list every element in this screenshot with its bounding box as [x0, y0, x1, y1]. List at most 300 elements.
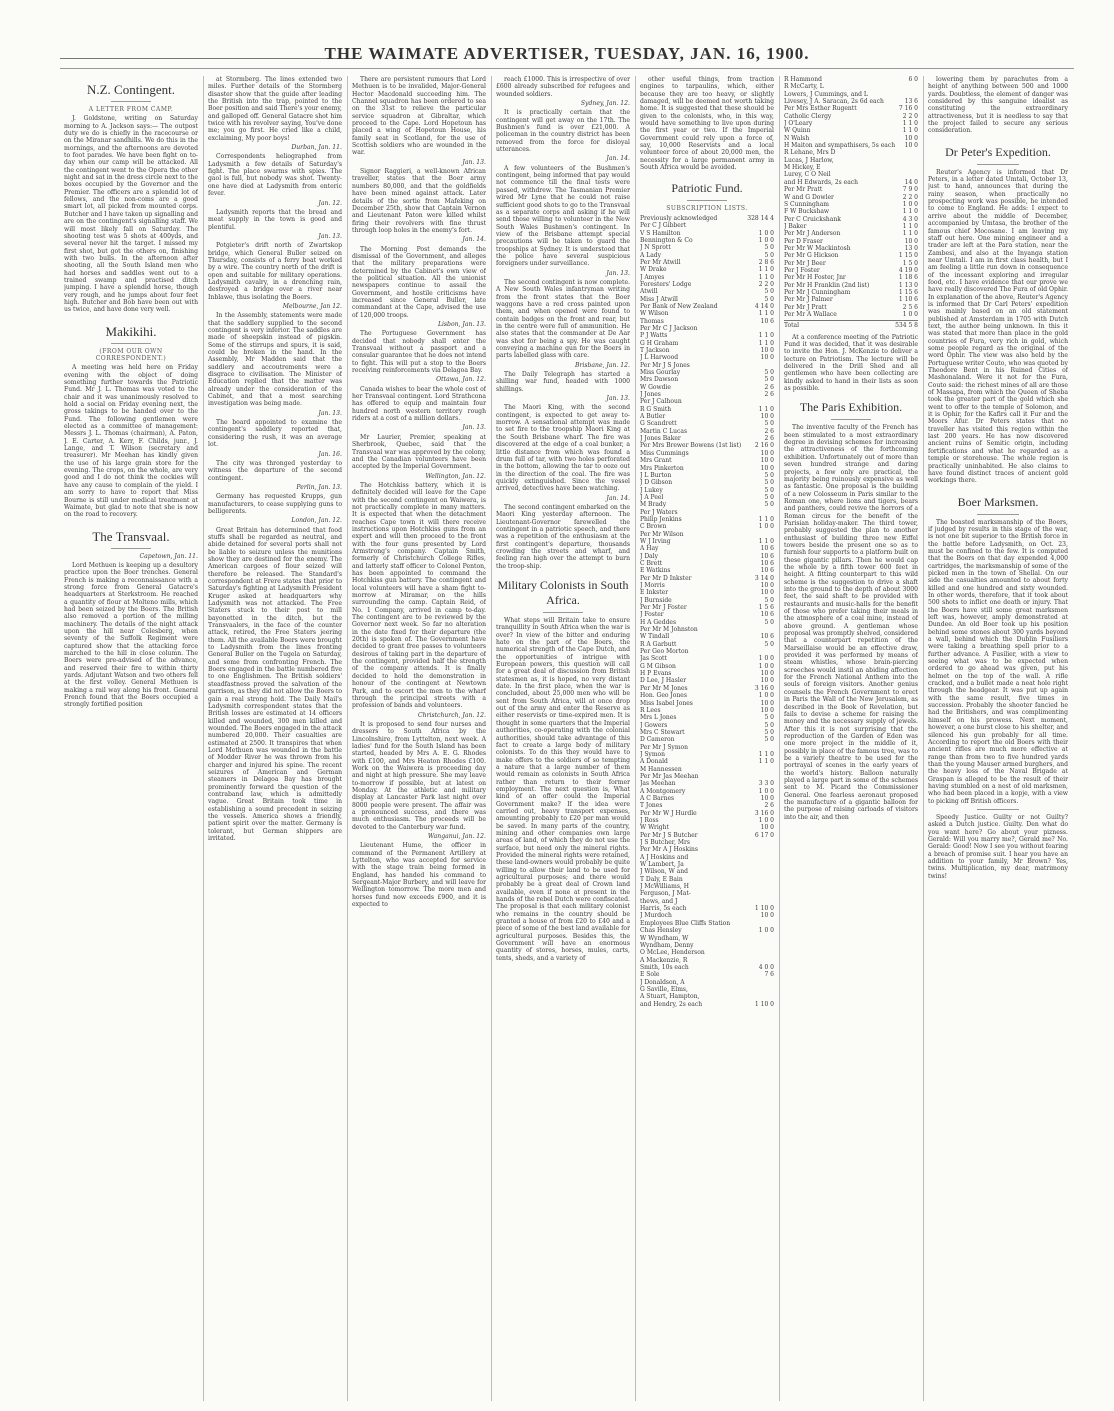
list-item: [640, 979, 774, 986]
subscriber-name: Per Mr W Mackintosh: [784, 244, 851, 252]
subscriber-name: Per Mr Wilson: [640, 530, 684, 538]
subscription-amount: 5 0: [764, 251, 774, 259]
list-item: [784, 83, 918, 90]
subscription-amount: 10 0: [904, 142, 918, 150]
subscriber-name: Per D Fraser: [784, 237, 823, 245]
subscription-amount: 2 8 6: [758, 258, 774, 266]
list-item: [640, 846, 774, 853]
subscription-amount: 1 13 0: [898, 281, 918, 289]
list-item: [784, 105, 918, 112]
heading-paris-exhibition: The Paris Exhibition.: [799, 400, 903, 415]
article-body: other useful things, from traction engines to tarpaulins, which, either because they are too heavy, or slightly damaged, will be deemed not worth taking home. It is suggested that these should be given to the colonists, who, in this way, would have something to live upon during the first year or two. If the Imperial Government could rely upon a force of, say, 10,000 Reservists and a local volunteer force of about 20,000 men, the necessity for a large permanent army in South Africa would be avoided.: [640, 76, 774, 172]
article-body: At a conference meeting of the Patriotic Fund it was decided, that it was desirable to invite the Hon. J. McKenzie to deliver a lecture on Patriotism. The lecture will be delivered in the Drill Shed and all gentlemen who have been collecting are kindly asked to hand in their lists as soon as possible.: [784, 333, 918, 393]
list-item: [640, 589, 774, 596]
article-body: Ladysmith reports that the bread and meat supply in the town is good and plentiful.: [208, 208, 342, 231]
list-item: [640, 597, 774, 604]
subscriber-name: Per Mr M Johnston: [640, 626, 698, 634]
subscription-amount: 2 6: [764, 802, 774, 810]
list-item: [640, 274, 774, 281]
subscription-amount: 10 0: [760, 347, 774, 354]
list-item: [784, 91, 918, 98]
list-item: [640, 890, 774, 897]
subscription-amount: 6 17 0: [754, 831, 774, 839]
subscription-amount: 10 0: [760, 912, 774, 920]
dateline: Jan. 13.: [318, 232, 342, 240]
subscription-amount: 13 6: [904, 98, 918, 106]
article-body: Great Britain has determined that food stuffs shall be regarded as neutral, and abide detained for several ports shall not be liable to seizure unless the munitions show they are destined for the enemy. The American cargoes of flour seized will therefore be released. The Standard's correspondent at Frere states that prior to Saturday's fighting at Ladysmith President Kruger asked at headquarters why Ladysmith was not attacked. The Free Staters stuck to their post to mill bayonetted in the ditch, but the Transvaalers, in the face of the counter attack, retired, the Free Staters jeering them. All the available Boers were brought to Ladysmith from the lines fronting General Buller on the Tugela on Saturday, and some from confronting French. The Boers engaged in the battle numbered five to one Englishmen. The British soldiers' steadfastness proved the salvation of the garrison, as they did not allow the Boers to gain a real strong hold. The Daily Mail's Ladysmith correspondent states that the British losses are estimated at 14 officers killed and wounded, 300 men killed and wounded. The Boers engaged in the attack numbered 20,000. Their casualties are estimated at 2500. It transpires that when Lord Methuen was wounded in the battle of Modder River he was thrown from his charger and injured his spine. The recent seizures of American and German steamers in Delagoa Bay has brought prominently forward the question of the contraband law, which is admittedly vague. Great Britain took time in establishing a sound precedent in seizing the vessels. America shows a friendly, patient spirit over the matter. Germany is tolerant, but German shippers are irritated.: [208, 526, 342, 843]
article-body: at Stormberg. The lines extended two miles. Further details of the Stormberg disaster show that the guide after leading the British into the trap, pointed to the Boer position and said There's your enemy, and galloped off. General Gatacre shot him twice with his revolver saying, You've done me; you go first. He cried like a child, exclaiming, My poor boys!: [208, 76, 342, 142]
list-item: [640, 927, 774, 934]
subscription-amount: 1 1 0: [758, 750, 774, 758]
subscription-amount: 1 10 0: [754, 1000, 774, 1008]
subscriber-name: A J Hoskins and: [640, 853, 689, 861]
list-item: [640, 560, 774, 567]
subscription-entries: [640, 222, 774, 1008]
subscriber-name: Per Bank of New Zealand: [640, 302, 718, 310]
subscription-amount: 10 6: [760, 567, 774, 575]
subscriber-name: A Butler: [640, 413, 666, 421]
subscriber-name: Livesey, J A. Saracan, 2s 6d each: [784, 98, 884, 106]
separator: [111, 101, 151, 102]
subscription-amount: 1 15 0: [898, 252, 918, 260]
list-item: [640, 663, 774, 670]
subscriber-name: E Watkins: [640, 567, 671, 575]
list-item: [640, 252, 774, 259]
subscriber-name: G M Gibson: [640, 662, 676, 670]
list-item: [640, 677, 774, 684]
list-item: [784, 208, 918, 215]
subscriber-name: H Maiton and sympathisers, 5s each: [784, 142, 896, 150]
article-body: What steps will Britain take to ensure tranquillity in South Africa when the war is over? In view of the bitter and enduring hate on the part of the Boers, the numerical strength of the Cape Dutch, and the opportunities of intrigue with European powers, this question will call for a great deal of discussion from British statesmen as, it is hoped, no very distant date. In the first place, when the war is concluded, about 25,000 men who will be sent from South Africa, will at once drop out of the army and enter the Reserve as either reservists or time-expired men. It is thought in some quarters that the Imperial authorities, co-operating with the colonial authorities, should take advantage of this fact to create a large body of military colonists. To do this they would have to make offers to the soldiers of so tempting a nature that a large number of them would remain as colonists in South Africa rather than return to their former employment. The next question is, What kind of an offer could the Imperial Government make? If the idea were carried out, heavy transport expenses, amounting probably to £20 per man would be saved. In many parts of the country, mining and other companies own large areas of land, of which they do not use the surface, but need only the mineral rights. Provided the mineral rights were retained, these land-owners would probably be quite willing to allow their land to be used for agricultural purposes; and there would probably be a great deal of Crown land available, even if none at present in the hands of the rebel Dutch were confiscated. The proposal is that each military colonist who remains in the country should be granted a house of from £20 to £40 and a piece of some of the best land available for agricultural purposes. Besides this, the Government will have an enormous quantity of stores, horses, mules, carts, tents, sheds, and a variety of: [496, 617, 630, 962]
list-item: [640, 641, 774, 648]
subscription-amount: 10 0: [760, 589, 774, 597]
article-body: Germany has requested Krupps, gun manufacturers, to cease supplying guns to belligerents.: [208, 493, 342, 515]
subscription-amount: 2 2 0: [902, 112, 918, 120]
subscription-entries: [784, 76, 918, 318]
separator: [111, 343, 151, 344]
subscription-amount: 4 14 0: [754, 302, 774, 310]
column-rule: [203, 76, 204, 1401]
separator: [977, 809, 1019, 810]
subscriber-name: R Hammond: [784, 76, 822, 83]
list-item: [640, 391, 774, 398]
subscription-amount: 4 3 0: [902, 215, 918, 223]
article-body: Correspondents heliographed from Ladysmith a few details of Saturday's fight. The place swarms with spies. The gaol is full, but nobody was shot. Twenty-one have died at Ladysmith from enteric fever.: [208, 153, 342, 198]
newspaper-page: [64, 76, 1074, 1401]
subscriber-name: Mrs Dawson: [640, 376, 679, 384]
subscription-amount: 1 0 0: [758, 229, 774, 237]
subscription-amount: 10 6: [760, 552, 774, 560]
subscription-amount: 4 19 0: [898, 266, 918, 274]
list-item: [640, 766, 774, 773]
list-item: [640, 993, 774, 1000]
subscriber-name: Ferguson, J Mat-: [640, 890, 691, 898]
subscriber-name: Previously acknowledged: [640, 214, 718, 222]
subscriber-name: W Gowdie: [640, 383, 671, 391]
heading-nz-contingent: N.Z. Contingent.: [86, 82, 176, 97]
subscriber-name: J Amyes: [640, 273, 665, 281]
subscription-amount: 1 1 0: [902, 222, 918, 230]
subscriber-name: Per Mr J S Jones: [640, 361, 690, 369]
list-item: [640, 266, 774, 273]
list-item: [640, 531, 774, 538]
list-item: [784, 194, 918, 201]
subscriber-name: R McCarty, L: [784, 83, 824, 91]
list-item: [640, 876, 774, 883]
subscription-amount: 1 5 0: [902, 259, 918, 267]
column-4: [496, 76, 630, 1401]
list-item: [784, 245, 918, 252]
subscriber-name: Per J Calhoun: [640, 398, 682, 406]
subscription-amount: 5 0: [764, 596, 774, 604]
subscription-amount: 5 0: [764, 714, 774, 722]
list-item: [784, 216, 918, 223]
subscriber-name: Martin C Lucas: [640, 427, 688, 435]
subscriber-name: N Walsh: [784, 134, 810, 142]
column-rule: [491, 76, 492, 1401]
subscriber-name: Miss J Atwill: [640, 295, 678, 303]
list-item: [784, 252, 918, 259]
list-item: [640, 406, 774, 413]
list-item: [640, 303, 774, 310]
subscription-amount: 2 6: [764, 383, 774, 391]
subscriber-name: Per Mr C J Jackson: [640, 324, 698, 332]
subscriber-name: Per J Waters: [640, 508, 678, 516]
subscriber-name: A Montgomery: [640, 787, 686, 795]
column-7: [928, 76, 1068, 1401]
list-item: [640, 413, 774, 420]
list-item: [784, 76, 918, 83]
list-item: [640, 971, 774, 978]
list-item: [640, 516, 774, 523]
subscription-amount: 5 0: [764, 493, 774, 501]
list-item: [640, 420, 774, 427]
list-item: [640, 986, 774, 993]
list-item: [640, 942, 774, 949]
subscription-amount: 1 0 0: [758, 236, 774, 244]
subscriber-name: J Jones Baker: [640, 435, 681, 443]
subscription-amount: 5 0: [764, 376, 774, 384]
list-item: [640, 780, 774, 787]
subscriber-name: V S Hamilton: [640, 229, 681, 237]
subscription-list: [784, 76, 918, 330]
list-item: [640, 567, 774, 574]
subheading-subscription-lists: SUBSCRIPTION LISTS.: [666, 205, 748, 213]
subscription-amount: 5 0: [764, 728, 774, 736]
subscriber-name: Per C Cruickshank: [784, 215, 841, 223]
subscriber-name: W Wyndham, W: [640, 934, 689, 942]
subscriber-name: Miss Isabel Jones: [640, 699, 693, 707]
article-body: lowering them by parachutes from a height of anything between 500 and 1000 yards. Doubtless, the element of danger was considered by this sanguine idealist as constituting the extraordinary attractiveness, but it is needless to say that the project failed to secure any serious consideration.: [928, 76, 1068, 135]
article-body: The Maori King, with the second contingent, is expected to get away to-morrow. A sensational attempt was made to set fire to the troopship Maori King at the South Brisbane wharf. The fire was discovered at the edge of a coal bunker, a little distance from which was found a drum full of tar, with two holes perforated in the bottom, allowing the tar to ooze out in the direction of the coal. The fire was quickly extinguished. Since the vessel arrived, detectives have been watching.: [496, 404, 630, 493]
list-item: [640, 802, 774, 809]
article-body: A meeting was held here on Friday evening with the object of doing something further towards the Patriotic Fund. Mr J. L. Thomas was voted to the chair and it was unanimously resolved to hold a social on Friday evening next, the gross takings to be handed over to the Fund. The following gentlemen were elected as a committee of management: Messrs J. L. Thomas (chairman), A. Paton, J. E. Carter, A. Kerr, F. Childs, junr., J. Lange, and T. Wilson (secretary and treasurer). Mr Meehan has kindly given the use of his large grain store for the evening. The crops, on the whole, are very good and I do not think the cockies will have any cause to complain of the yield. I am sorry to have to report that Miss Bourne is still under medical treatment at Waimate, but glad to note that she is now on the road to recovery.: [64, 364, 198, 519]
list-item: [640, 501, 774, 508]
subscriber-name: J Murdoch: [640, 912, 672, 920]
subscription-amount: 1 1 0: [758, 332, 774, 340]
list-item: [640, 222, 774, 229]
subscriber-name: Catholic Clergy: [784, 112, 832, 120]
column-rule: [779, 76, 780, 1401]
list-item: [784, 267, 918, 274]
subscriber-name: Per Mr A J Hoskins: [640, 846, 698, 854]
article-body: Reuter's Agency is informed that Dr Peters, in a letter dated Umtali, October 13, just to hand, announces that during the rainy season, when practically no prospecting work was possible, he intended to come to England. He adds: I expect to arrive about the middle of December, accompanied by Umtasa, the brother of the famous chief Mocosane. I am leaving my staff out here. One mining engineer and a trader are left at the Para station, near the Zambesi, and also at the Inyanga station near Umtali. I am in first class health, but I am feeling a little run down in consequence of the incessant exploring and irregular food, etc. I have evidence that our prove we have really discovered The Fura of old Ophir. In explanation of the above, Reuter's Agency is informed that Dr Carl Peters' expedition was mainly based on an old statement published at Amsterdam in 1705 with Dutch text, the author being unknown. In this it was stated that more than place in the gold countries of Fura, very rich in gold, which some people regard as the original of the word Ophir. The view was also held by the Portuguese writer Couto, who was quoted by Theodore Bent in his Ruined Cities of Mashonaland. Were it not for the Fura, Couto said: the richest mines of all are those of Massapa, from which the Queen of Sheba took the greater part of the gold which she went to offer to the temple of Solomon, and it is Ophir, for the Kafirs call it Fur and the Moors Afur. Dr Peters states that no traveller has visited this region within the last 200 years. He has now discovered ancient ruins of Semitic origin, including fortifications and what he regarded as a temple or storehouse. The whole region is practically uninhabited. He also claims to have found distinct traces of ancient gold workings there.: [928, 168, 1068, 485]
subheading-correspondent: (FROM OUR OWN CORRESPONDENT.): [95, 347, 167, 362]
subscription-amount: 7 9 0: [902, 186, 918, 194]
subscriber-name: G Saville, Elms,: [640, 985, 688, 993]
dateline: Capetown, Jan. 11.: [139, 552, 198, 560]
subscription-amount: 2 5 6: [902, 303, 918, 311]
list-item: [640, 215, 774, 222]
list-item: [640, 465, 774, 472]
subscriber-name: H A Geddes: [640, 618, 677, 626]
list-item: [640, 700, 774, 707]
list-item: [640, 744, 774, 751]
subscriber-name: T Daly, E Bain: [640, 875, 683, 883]
list-item: [640, 949, 774, 956]
heading-patriotic-fund: Patriotic Fund.: [671, 181, 743, 196]
list-item: [640, 611, 774, 618]
list-item: [640, 479, 774, 486]
list-item: [640, 832, 774, 839]
subscriber-name: W Quinn: [784, 127, 811, 135]
subscriber-name: Per Mr J S Butcher: [640, 831, 698, 839]
subscriber-name: M Hickey, E: [784, 164, 821, 172]
article-body: The Daily Telegraph has started a shilling war fund, headed with 1000 shillings.: [496, 371, 630, 393]
subscriber-name: J McWilliams, H: [640, 883, 689, 891]
list-item: [784, 186, 918, 193]
article-body: The Hotchkiss battery, which it is definitely decided will leave for the Cape with the second contingent on Waiwera, is not practically complete in many matters. It is expected that when the detachment reaches Cape town it will there receive instructions upon Hotchkiss guns from an expert and will then proceed to the front with the four guns presented by Lord Armstrong's company. Captain Smith, formerly of Christchurch College Rifles, and latterly staff officer to Colonel Penton, has been appointed to command the Hotchkiss gun battery. The contingent and local volunteers will have a sham fight to-morrow at Miramar, on the hills surrounding the camp. Captain Reid, of No. 1 Company, arrived in camp to-day. The contingent are to be reviewed by the Governor next week. So far no alteration in the date fixed for their departure (the 20th) is spoken of. The Government have decided to grant free passes to volunteers desirous of taking part in the departure of the contingent, provided half the strength of the company attends. It is finally decided to hold the demonstration in honour of the contingent at Newtown Park, and to escort the men to the wharf through the principal streets with a profession of bands and volunteers.: [352, 481, 486, 710]
subscriber-name: J Baker: [784, 222, 807, 230]
subscription-amount: 1 1 0: [902, 208, 918, 216]
list-item: [640, 523, 774, 530]
list-item: [640, 494, 774, 501]
list-item: [640, 582, 774, 589]
subscriber-name: R G Smith: [640, 405, 672, 413]
subscriber-name: Per Mr J Beer: [784, 259, 826, 267]
dateline: Wellington, Jan. 12.: [425, 472, 486, 480]
subscriber-name: Per Mr J Anderson: [784, 230, 841, 238]
subscriber-name: Smith, 10s each: [640, 963, 689, 971]
dateline: Christchurch, Jan. 12.: [418, 711, 486, 719]
subscriber-name: Mrs C Stewart: [640, 728, 685, 736]
subscriber-name: D Lee, J Hasler: [640, 677, 687, 685]
column-5: [640, 76, 774, 1401]
list-item: [640, 964, 774, 971]
list-item: [640, 751, 774, 758]
subscription-amount: 5 0: [764, 501, 774, 509]
article-body: Potgieter's drift north of Zwartskop bridge, which General Buller seized on Thursday, consists of a ferry boat worked by a wire. The country north of the drift is open and suitable for military operations. Ladysmith cavalry, in a drenching rain, destroyed a bridge over a river near Inblawe, thus isolating the Boers.: [208, 242, 342, 301]
article-body: reach £1000. This is irrespective of over £600 already subscribed for refugees and wounded soldiers.: [496, 76, 630, 98]
list-item: [640, 898, 774, 905]
subscription-amount: 10 0: [760, 449, 774, 457]
list-item: [784, 230, 918, 237]
dateline: Perlin, Jan. 13.: [296, 483, 342, 491]
subscriber-name: Per Mr H Franklin (2nd list): [784, 281, 870, 289]
dateline: Melbourne, Jan 12.: [282, 302, 342, 310]
list-item: [640, 648, 774, 655]
subscription-amount: 4 0 0: [758, 963, 774, 971]
dateline: Jan. 13.: [462, 158, 486, 166]
subscription-amount: 10 6: [760, 317, 774, 325]
column-1: [64, 76, 198, 1401]
list-item: [640, 633, 774, 640]
subscriber-name: W Wilson: [640, 310, 669, 318]
separator: [687, 200, 727, 201]
subscription-amount: 5 0: [764, 618, 774, 626]
list-item: [640, 450, 774, 457]
subscriber-name: J L Harwood: [640, 354, 679, 362]
dateline: Jan. 14.: [606, 155, 630, 163]
subscriber-name: S Cunningham: [784, 200, 829, 208]
subscriber-name: Per J Foster: [784, 266, 820, 274]
subscriber-name: W Lambert, Ja: [640, 861, 684, 869]
subscriber-name: A Hay: [640, 545, 659, 553]
list-item: [640, 670, 774, 677]
column-rule: [635, 76, 636, 1401]
subscriber-name: Lurey, C O Neil: [784, 171, 831, 179]
subscriber-name: Per Geo Morton: [640, 648, 689, 656]
newspaper-title: THE WAIMATE ADVERTISER, TUESDAY, JAN. 16, 1900.: [324, 44, 810, 63]
subscriber-name: Hon. Geo Jones: [640, 692, 687, 700]
subscriber-name: Mrs Pinkerton: [640, 464, 684, 472]
subscriber-name: M Hannessen: [640, 765, 682, 773]
list-item: [640, 839, 774, 846]
masthead: [60, 22, 1074, 70]
subscriber-name: Per Mrs Esther Rugentt: [784, 105, 857, 113]
subscription-amount: 2 6: [764, 427, 774, 435]
subscription-amount: 1 0 0: [902, 200, 918, 208]
subscriber-name: G H Graham: [640, 339, 679, 347]
subscriber-name: and H Edwards, 2s each: [784, 178, 859, 186]
subscriber-name: T Jackson: [640, 347, 670, 354]
subscription-amount: 10 0: [760, 670, 774, 678]
separator: [977, 164, 1019, 165]
column-6: [784, 76, 918, 1401]
subscription-amount: 1 1 0: [758, 273, 774, 281]
list-item: [640, 854, 774, 861]
subscription-amount: 10 0: [760, 824, 774, 832]
article-body: The second contingent is now complete. A New South Wales infantryman writing from the front states that the Boer waggons have a red cross painted upon them, and when opened were found to contain badges on the front and rear, but in the centre were full of ammunition. He also states that the commander at De Aar was shot for being a spy. He was caught conveying a machine gun for the Boers in parts labelled glass with care.: [496, 278, 630, 360]
list-item: [640, 795, 774, 802]
list-item: [784, 260, 918, 267]
subscriber-name: H P Evans: [640, 670, 672, 678]
subscriber-name: R Lees: [640, 706, 661, 714]
subscription-amount: 14 0: [904, 178, 918, 186]
list-item: [640, 861, 774, 868]
subscriber-name: J Burnside: [640, 596, 672, 604]
subscription-amount: 10 0: [760, 464, 774, 472]
subscription-amount: 1 18 6: [898, 274, 918, 282]
subscription-amount: 2 2 0: [902, 193, 918, 201]
list-item: [640, 545, 774, 552]
article-body: Mr Laurier, Premier, speaking at Sherbrook, Quebec, said that the Transvaal war was approved by the colony, and the Canadian volunteers have been accepted by the Imperial Government.: [352, 433, 486, 471]
subscription-amount: 10 0: [904, 134, 918, 142]
subscriber-name: M Brady: [640, 501, 667, 509]
total-label: Total: [784, 322, 800, 330]
list-item: [640, 773, 774, 780]
subscription-amount: 1 1 0: [902, 230, 918, 238]
subscriber-name: Per Mr Jas Meehan: [640, 772, 699, 780]
subscription-amount: 2 16 0: [754, 442, 774, 450]
subscriber-name: and Hendry, 2s each: [640, 1000, 703, 1008]
article-body: J. Goldstone, writing on Saturday morning to A. Jackson says:— The outpost duty we do is chiefly in the racecourse or on the Miranar sandhills. We do this in the mornings, and the afternoons are devoted to foot parades. We have been fight on to-day when our camp will be attacked. All the contingent went to the Opera the other night and sat in the dress circle next to the boxes occupied by the Governor and the Premier. The officers are a splendid lot of fellows, and the non-coms are a good smart lot, all picked from mounted corps. Butcher and I have taken up signalling and are on the contingent's signalling staff. We will most likely fall on Saturday. The shooting test was 5 shots at 400yds, and several never hit the target. I missed my first shot, but got the others on, finishing with two bulls. In the afternoon after shooting, all the South Island men who had horses and saddles went out to a trained swamp and practised ditch jumping. I have a splendid horse, though very rough, and he jumps about four feet high. Butcher and Bob have been out with us twice, and have done very well.: [64, 115, 198, 314]
subscriber-name: Mrs L Jones: [640, 714, 677, 722]
list-item: [640, 398, 774, 405]
subscription-amount: 13 0: [904, 244, 918, 252]
list-item: [640, 288, 774, 295]
dateline: Lisbon, Jan. 13.: [437, 321, 486, 328]
subscriber-name: Chas Hensley: [640, 927, 682, 935]
subscription-amount: 1 0 0: [758, 817, 774, 824]
subscription-amount: 1 1 0: [758, 515, 774, 523]
list-item: [640, 487, 774, 494]
subscriber-name: J Donaldson, A: [640, 978, 685, 986]
list-item: [640, 626, 774, 633]
subscriber-name: J D Gibson: [640, 479, 673, 487]
subscriber-name: Per Mrs Brewer Bowens (1st list): [640, 442, 742, 450]
list-item: [784, 304, 918, 311]
list-item: [640, 883, 774, 890]
list-item: [640, 575, 774, 582]
list-item: [640, 325, 774, 332]
list-item: [640, 296, 774, 303]
subscription-amount: 3 16 0: [754, 684, 774, 692]
subscription-amount: 10 0: [760, 582, 774, 589]
dateline: Wanganui, Jan. 12.: [427, 833, 486, 841]
subscriber-name: Per Mr D Inkster: [640, 574, 692, 582]
subscriber-name: J L Burton: [640, 471, 672, 479]
list-item: [640, 920, 774, 927]
article-body: The inventive faculty of the French has been stimulated to a most extraordinary degree in devising schemes for increasing the attractiveness of the forthcoming exhibition. Unfortunately out of more than seven hundred strange and daring projects, a few only are practical, the majority being ruinously expensive as well as fantastic. One proposal is the building of a new Colosseum in Paris similar to the Roman one, where lions and tigers, bears and panthers, could revive the horrors of a Roman circus for the benefit of the Parisian holiday-maker. The third tower, probably suggested the plan to another enthusiast of building three new Eiffel towers beside the present one so as to furnish four supports to a platform built on these gigantic pillars. Then he would cap the whole by a fifth tower 600 feet in height. A fitting counterpart to this wild scheme is the suggestion to drive a shaft into the ground to the depth of about 3000 feet, the said shaft to be provided with restaurants and music-halls for the benefit of those who prefer taking their meals in the atmosphere of a coal mine, instead of above ground. A gentleman whose proposal was promptly shelved, considered that a counterpart repetition of the Marseillaise would be an effective draw, provided it was performed by means of steam whistles, whose brain-piercing screeches would instil an abiding affection for the French National Anthem into the souls of foreign visitors. Another genius counsels the French Government to erect in Paris the Wall of the New Jerusalem, as described in the Book of Revelation, but fails to devise a scheme for raising the money and the necessary supply of jewels. After this it is not surprising that the reproduction of the Garden of Eden was one more project in the middle of it, possibly in place of the famous tree, was to be a variety theatre to be used for the portrayal of scenes in the early years of the world's history. Balloon naturally played a large part in some of the schemes sent to M. Picard the Commissioner General. One fearless aeronaut proposed the manufacture of a gigantic balloon for the purpose of raising carloads of visitors into the air, and then: [784, 424, 918, 821]
list-item: [784, 282, 918, 289]
subscription-list: [640, 215, 774, 1008]
subscriber-name: Lucas, J Harlow,: [784, 156, 834, 164]
article-body: The second contingent embarked on the Maori King yesterday afternoon. The Lieutenant-Governor farewelled the contingent in a patriotic speech, and there was a repetition of the enthusiasm at the first contingent's departure, thousands crowding the streets and wharf, and feeling ran high over the attempt to burn the troop-ship.: [496, 503, 630, 570]
subscription-amount: 10 0: [760, 457, 774, 465]
subscriber-name: Harris, 5s each: [640, 905, 687, 913]
subscription-amount: 1 0 0: [758, 692, 774, 700]
heading-makikihi: Makikihi.: [105, 323, 157, 339]
subscriber-name: J Symon: [640, 750, 665, 758]
subscriber-name: J Jones: [640, 391, 661, 399]
subscription-amount: 10 0: [760, 699, 774, 707]
subscription-amount: 5 0: [764, 479, 774, 487]
list-item: [640, 692, 774, 699]
dateline: Sydney, Jan. 12.: [580, 100, 630, 108]
article-body: Speedy Justice. Guilty or not Guilty? asked a Dutch justice. Guilty. Den what do you want here? Go about your pizness. Gerald: Will you marry me?, Gerald me? No. Gerald: Good! Now I see you without fearing a breach of promise suit. I hear you have an addition to your family, Mr Brown? Yes, twins. Multiplication, my dear, matrimony twins!: [928, 813, 1068, 880]
subscriber-name: T Jones: [640, 802, 663, 810]
subscription-amount: 1 0 0: [758, 655, 774, 663]
list-item: [784, 179, 918, 186]
list-item: [784, 289, 918, 296]
subscriber-name: J Wilson, W and: [640, 868, 688, 876]
list-item: [784, 201, 918, 208]
subscriber-name: C Brown: [640, 523, 667, 531]
subscriber-name: E Inkster: [640, 589, 669, 597]
subscriber-name: Foresters' Lodge: [640, 280, 692, 288]
subscriber-name: Miss Gourlay: [640, 369, 681, 377]
subscriber-name: Per Mr A Wallace: [784, 311, 837, 318]
subscriber-name: A Mackenzie, R: [640, 956, 688, 964]
list-item: [640, 722, 774, 729]
article-body: In the Assembly, statements were made that the saddlery supplied to the second contingent is very inferior. The saddles are made of sheepskin instead of pigskin. Some of the stirrups and spurs, it is said, could be broken in the hand. In the Assembly, Mr Madden said that the saddlery and accoutrements were a disgrace to civilisation. The Minister of Education replied that the matter was already under the consideration of the Cabinet, and that a most searching investigation was being made.: [208, 312, 342, 408]
dateline: Jan. 13.: [606, 395, 630, 403]
subscription-amount: 5 0: [764, 486, 774, 494]
list-item: [640, 428, 774, 435]
subscription-amount: 10 0: [760, 354, 774, 362]
subscription-amount: 10 0: [760, 413, 774, 421]
